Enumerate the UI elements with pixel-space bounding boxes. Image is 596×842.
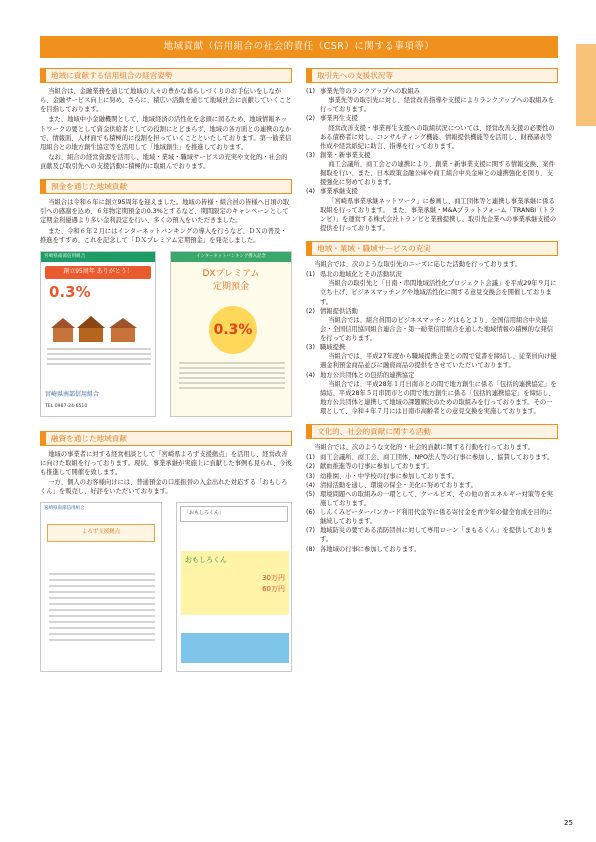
item-body: 商工会議所、商工会との連携により、創業・新事業支援に関する情報交換、案件掘取を行い、また、日本政策金融公庫や商工組合中央金庫との連携強化を図り、支援強化に努めております。 xyxy=(320,161,555,187)
item-number: (1) xyxy=(306,271,315,279)
item-head: 事業先等のランクアップへの取組み xyxy=(320,88,421,95)
item-text: 献血推進等の行事に参加しております。 xyxy=(320,463,433,471)
paragraph: 当組合は令和６年に創立95周年を迎えました。地域の皆様・組合員の皆様へ日頃の取引への感謝を込め、６年物定期預金の0.3%とするなど、期間限定のキャンペーンとして定期金利優遇より多い金利設定を行い、多くの預入をいただきました。 xyxy=(40,199,290,225)
item-body: 経営改善支援・事業再生支援への取組状況については、経営改善支援の必要性のある債務者に対し、コンサルティング機能、情報提供機能等を活用し、財務諸表等作成や経営紙紀に助言、指導を行っております。 xyxy=(320,124,555,150)
consulting-poster xyxy=(40,502,162,672)
list-item xyxy=(306,462,558,471)
item-body: 当組合では、平成28年１月日南市との間で地方創生に係る「包括的連携協定」を締結、平成28年５月串間市との間で地方創生に係る「包括的連携協定」を締結し、地方公共団体と連携して地域の課題解決のための取組みを行っております。その一環として、令和４年７月には日南市高齢者との意見交換を実施しております。 xyxy=(320,380,557,415)
item-number: (3) xyxy=(306,472,315,480)
paragraph: また、令和６年２月にはインターネットバンキングの導入を行うなど、ＤＸの普及・推進をすすめ、これを記念して「ＤＸプレミアム定期預金」を発売しました。 xyxy=(40,227,287,244)
list-item xyxy=(306,526,558,544)
poster-bubble: よろず支援拠点 xyxy=(47,524,155,542)
item-text: 清掃活動を通し、環境の保全・美化に努めております。 xyxy=(320,481,477,489)
heading-bar xyxy=(41,432,46,445)
item-number: (4) xyxy=(306,481,315,489)
item-text: 環境問題への取組みの一環として、クールビズ、その他の省エネルギー対策等を実施しております。 xyxy=(320,490,553,507)
section-title: 取引先への支援状況等 xyxy=(317,71,393,80)
item-head: 創業・新事業支援 xyxy=(320,151,371,159)
list-item xyxy=(306,490,558,508)
paragraph: 当組合では、次のような文化的・社会的貢献に関する行動を行っております。 xyxy=(314,444,535,452)
list-item xyxy=(306,508,558,526)
section-heading xyxy=(40,68,292,83)
item-body: 当組合の取引先と「日南・串間地域活性化プロジェクト会議」を平成29年９月に立ち上げ、ビジネスマッチングや地域活性化に関する意見交換会を開催しております。 xyxy=(320,280,557,306)
poster-text-lines xyxy=(49,573,155,645)
paragraph: なお、組合の経営資源を活用し、地域・業域・職域サービスの充実や文化的・社会的貢献及び取引先への支援活動に積極的に取組んでおります。 xyxy=(40,153,288,170)
list-item xyxy=(306,371,558,417)
item-number: (2) xyxy=(306,115,315,123)
item-text: しんくみピーターパンカード利用代金等に係る寄付金を青少年の健全育成を目的に継続しております。 xyxy=(320,509,553,526)
right-column xyxy=(306,68,558,562)
poster-rate: 0.3% xyxy=(213,321,253,338)
list-item xyxy=(306,114,558,151)
section-deposit xyxy=(40,179,292,417)
item-number: (4) xyxy=(306,371,315,379)
poster-row xyxy=(40,502,292,672)
section-management-stance xyxy=(40,68,292,171)
item-head: 情報提供活動 xyxy=(320,307,358,315)
amount-line: 60万円 xyxy=(262,584,285,593)
item-body: 事業先等の取引先に対し、経営改善指導や支援によりランクアップへの取組みを行っております。 xyxy=(320,97,555,114)
item-number: (3) xyxy=(306,344,315,352)
item-number: (1) xyxy=(306,88,315,95)
section-title: 融資を通じた地域貢献 xyxy=(51,433,127,443)
item-body: 当組合では、組合員間のビジネスマッチングはもとより、全国信用組合中央協会・全国信用協同組合連合会・第一勧業信用組合を通した地域情報の積極的な発信を行っております。 xyxy=(320,316,553,342)
list-item xyxy=(306,481,558,490)
poster-title: DXプレミアム xyxy=(202,269,260,280)
item-number: (4) xyxy=(306,188,315,196)
activities-list xyxy=(306,453,558,553)
poster-header: 「おもしろくん」 xyxy=(180,506,288,521)
poster-rate: 0.3% xyxy=(49,283,91,302)
item-number: (6) xyxy=(306,509,315,516)
section-title: 地域・業域・職域サービスの充実 xyxy=(317,244,431,253)
item-number: (2) xyxy=(306,307,315,315)
list-item xyxy=(306,453,558,462)
section-heading xyxy=(306,68,558,83)
item-number: (8) xyxy=(306,545,315,553)
poster-footer-image xyxy=(181,633,289,663)
support-list xyxy=(306,87,558,233)
item-body: 「宮崎県事業承継ネットワーク」に参画し、商工団体等と連携し事業承継に係る取組を行っております。 また、事業承継・M&Aプラットフォーム「TRANBI（トランビ）」を運営する株式会社トランビと業務提携し、取引先企業への事業承継支援の提供を行っております。 xyxy=(320,197,557,232)
section-loans xyxy=(40,431,292,673)
heading-bar xyxy=(41,180,46,193)
section-heading xyxy=(40,179,292,194)
item-head: 県北の地域化とその活動状況 xyxy=(320,271,402,279)
list-item xyxy=(306,151,558,188)
item-head: 地方公共団体との包括的連携協定 xyxy=(320,371,415,379)
section-title: 地域に貢献する信用組合の経営姿勢 xyxy=(51,71,173,80)
item-number: (3) xyxy=(306,151,315,159)
section-title: 文化的、社会的貢献に関する活動 xyxy=(317,427,431,437)
poster-text-lines xyxy=(179,362,285,392)
poster-ribbon: 創立95周年 ありがとう！ xyxy=(45,266,151,279)
amount-line: 30万円 xyxy=(262,574,285,583)
list-item xyxy=(306,270,558,307)
list-item xyxy=(306,472,558,481)
poster-bank-name: 宮崎県南部信用組合 xyxy=(45,391,100,399)
side-tab xyxy=(576,44,596,126)
poster-row xyxy=(40,251,292,417)
item-head: 事業再生支援 xyxy=(320,115,358,123)
heading-bar xyxy=(41,69,46,82)
paragraph: 地域の事業者に対する経営相談として「宮崎県よろず支援拠点」を活用し、経営改善に向けた取組を行っております。現状、事業承継が実施上に貢献した事例も見られ、今後も推進して開催を致します。 xyxy=(40,450,292,476)
paragraph: 当組合では、次のような取引先のニーズに応じた活動を行っております。 xyxy=(314,261,522,268)
list-item xyxy=(306,343,558,370)
paragraph: 当組合は、金融業務を通じて地域の人々の豊かな暮らしづくりのお手伝いをしながら、金融サービス向上に努め、さらに、積広い活動を通じて地域社会に貢献していくことを目指しております。 xyxy=(40,88,292,114)
list-item xyxy=(306,187,558,233)
left-column xyxy=(40,68,292,680)
poster-mid xyxy=(181,551,289,615)
poster-header: 宮崎県南部信用組合 xyxy=(41,252,155,263)
section-title: 預金を通じた地域貢献 xyxy=(51,182,127,192)
section-client-support xyxy=(306,68,558,233)
rate-circle xyxy=(209,306,257,354)
heading-bar xyxy=(307,242,312,255)
item-text: 幼稚園、小・中学校の行事に参加しております。 xyxy=(320,472,459,480)
page-banner: 地域貢献（信用組合の社会的責任（CSR）に関する事項等） xyxy=(40,36,558,58)
poster-title: おもしろくん xyxy=(185,556,227,565)
page-number: 25 xyxy=(564,819,573,827)
section-heading xyxy=(306,424,558,439)
poster-amount xyxy=(262,573,285,593)
list-item xyxy=(306,307,558,344)
poster-text-lines xyxy=(47,348,151,368)
item-body: 当組合では、平成27年度から職域提携企業との間で覚書を締結し、従業員向け優遇金利預金商品並びに融資商品の提供をさせていただいております。 xyxy=(320,353,557,370)
section-heading xyxy=(306,241,558,256)
list-item xyxy=(306,87,558,114)
section-heading xyxy=(40,431,292,446)
omoshiroku-poster xyxy=(176,502,292,672)
item-number: (5) xyxy=(306,490,315,498)
item-text: 各地域の行事に参加しております。 xyxy=(320,545,421,553)
section-cultural-social xyxy=(306,424,558,554)
poster-header: インターネットバンキング導入記念 xyxy=(171,252,291,262)
item-head: 職域提携 xyxy=(320,344,346,352)
item-number: (2) xyxy=(306,463,315,471)
houses-illustration xyxy=(47,314,151,342)
section-regional-services xyxy=(306,241,558,416)
heading-bar xyxy=(307,69,312,82)
services-list xyxy=(306,270,558,416)
paragraph: 一方、個人のお客様向けには、普通預金の口座振替の入金出れた対応する「おもしろくん」を販売し、好評をいただいております。 xyxy=(40,479,288,496)
heading-bar xyxy=(307,425,312,438)
paragraph: また、地域中小金融機関として、地域経済の活性化を念頭に図るため、地域情報ネットワークの要として資金供給者としての役割にとどまらず、地域の各方面との連携のなかで、情報面、人材面でも積極的に役割を担っていくことといたしております。第一勧業信用組合との地方創生協定等を活用して「地域創生」を推進しております。 xyxy=(40,116,292,151)
dx-premium-poster xyxy=(170,251,292,417)
poster-title: 定期預金 xyxy=(212,282,249,293)
campaign-poster xyxy=(40,251,156,417)
item-text: 地域防災の要である消防団員に対して専用ローン「まもるくん」を提供しております。 xyxy=(320,527,553,544)
list-item xyxy=(306,545,558,554)
poster-header: 宮崎県南部信用組合 xyxy=(44,506,85,512)
item-head: 事業承継支援 xyxy=(320,188,358,196)
item-number: (7) xyxy=(306,527,315,535)
item-number: (1) xyxy=(306,454,315,462)
item-text: 商工会議所、商工会、商工団体、NPO法人等の行事に参加し、協賛しております。 xyxy=(320,454,554,462)
poster-tel: TEL 0987-24-6510 xyxy=(45,404,88,410)
